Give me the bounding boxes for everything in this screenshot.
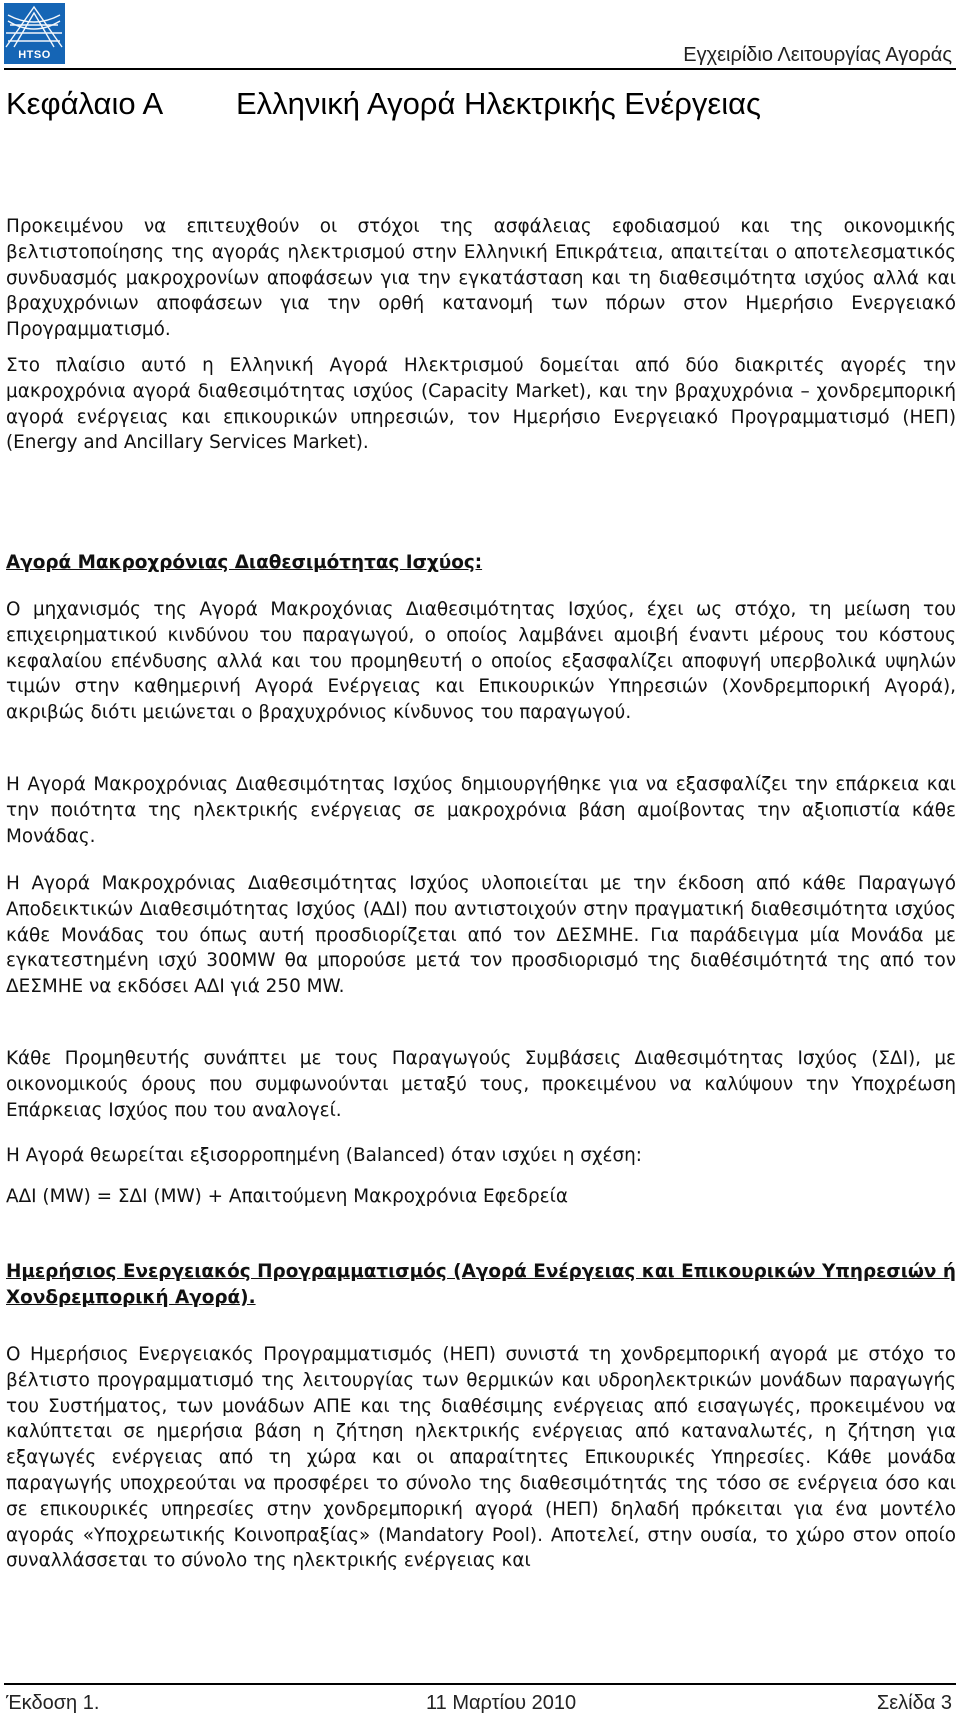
section-heading-day-ahead bbox=[6, 1259, 956, 1311]
body-paragraph: Κάθε Προμηθευτής συνάπτει με τους Παραγωγούς Συμβάσεις Διαθεσιμότητας Ισχύος (ΣΔΙ), με οικονομικούς όρους που συμφωνούνται μεταξύ τους, προκειμένου να καλύψουν την Υποχρέωση Επάρκειας Ισχύος που του αναλογεί. bbox=[6, 1048, 956, 1121]
footer-divider bbox=[4, 1683, 956, 1685]
paragraph-capacity-certificates bbox=[6, 871, 956, 1000]
document-title: Εγχειρίδιο Λειτουργίας Αγοράς bbox=[683, 44, 952, 66]
footer-date: 11 Μαρτίου 2010 bbox=[426, 1692, 577, 1714]
section-heading: Αγορά Μακροχρόνιας Διαθεσιμότητας Ισχύος: bbox=[6, 552, 483, 573]
htso-logo bbox=[4, 3, 65, 64]
body-paragraph: Στο πλαίσιο αυτό η Ελληνική Αγορά Ηλεκτρισμού δομείται από δύο διακριτές αγορές την μακροχρόνια αγορά διαθεσιμότητας ισχύος (Capacity Market), και την βραχυχρόνια – χονδρεμπορική αγορά ενέργειας και επικουρικών υπηρεσιών, τον Ημερήσιο Ενεργειακό Προγραμματισμό (ΗΕΠ) (Energy and Ancillary Services Market). bbox=[6, 355, 956, 454]
paragraph-day-ahead bbox=[6, 1342, 956, 1574]
chapter-title: Ελληνική Αγορά Ηλεκτρικής Ενέργειας bbox=[236, 86, 761, 121]
footer-page-number: Σελίδα 3 bbox=[876, 1692, 952, 1714]
chapter-heading bbox=[6, 86, 761, 122]
paragraph-structure bbox=[6, 353, 956, 456]
balance-equation bbox=[6, 1184, 956, 1210]
body-paragraph: Η Αγορά θεωρείται εξισορροπημένη (Balanced) όταν ισχύει η σχέση: bbox=[6, 1145, 642, 1166]
paragraph-capacity-mechanism bbox=[6, 597, 956, 726]
body-paragraph: Ο Ημερήσιος Ενεργειακός Προγραμματισμός (ΗΕΠ) συνιστά τη χονδρεμπορική αγορά με στόχο το βέλτιστο προγραμματισμό της λειτουργίας των θερμικών και υδροηλεκτρικών μονάδων παραγωγής του Συστήματος, των μονάδων ΑΠΕ και της διαθέσιμης ενέργειας από εισαγωγές, προκειμένου να καλύπτεται σε ημερήσια βάση η ζήτηση ηλεκτρικής ενέργειας από καταναλωτές, η ζήτηση για εξαγωγές ενέργειας από τη χώρα και οι απαραίτητες Επικουρικές Υπηρεσίες. Κάθε μονάδα παραγωγής υποχρεούται να προσφέρει το σύνολο της διαθεσιμότητάς της τόσο σε ενέργεια όσο και σε επικουρικές υπηρεσίες στην χονδρεμπορική αγορά (ΗΕΠ) δηλαδή πρόκειται για ένα μοντέλο αγοράς «Υποχρεωτικής Κοινοπραξίας» (Mandatory Pool). Αποτελεί, στην ουσία, το χώρο στον οποίο συναλλάσσεται το σύνολο της ηλεκτρικής ενέργειας και bbox=[6, 1344, 956, 1572]
paragraph-balanced bbox=[6, 1143, 956, 1169]
body-paragraph: Ο μηχανισμός της Αγορά Μακροχόνιας Διαθεσιμότητας Ισχύος, έχει ως στόχο, τη μείωση του επιχειρηματικού κινδύνου του παραγωγού, ο οποίος λαμβάνει αμοιβή έναντι μέρους του κόστους κεφαλαίου επένδυσης αλλά και του προμηθευτή ο οποίος εξασφαλίζει αποφυγή υπερβολικά υψηλών τιμών στην καθημερινή Αγορά Ενέργειας και Επικουρικών Υπηρεσιών (Χονδρεμπορική Αγορά), ακριβώς διότι μειώνεται ο βραχυχρόνιος κίνδυνος του παραγωγού. bbox=[6, 599, 956, 724]
paragraph-capacity-purpose bbox=[6, 772, 956, 849]
footer-edition: Έκδοση 1. bbox=[6, 1692, 100, 1714]
chapter-label: Κεφάλαιο Α bbox=[6, 86, 164, 121]
paragraph-intro bbox=[6, 214, 956, 343]
paragraph-supplier-contracts bbox=[6, 1046, 956, 1123]
equation-text: ΑΔΙ (MW) = ΣΔΙ (MW) + Απαιτούμενη Μακροχρόνια Εφεδρεία bbox=[6, 1186, 568, 1207]
header-divider bbox=[4, 68, 956, 70]
body-paragraph: Προκειμένου να επιτευχθούν οι στόχοι της ασφάλειας εφοδιασμού και της οικονομικής βελτιστοποίησης της αγοράς ηλεκτρισμού στην Ελληνική Επικράτεια, απαιτείται ο αποτελεσματικός συνδυασμός μακροχρονίων αποφάσεων για την εγκατάσταση και τη διαθεσιμότητα ισχύος αλλά και βραχυχρόνιων αποφάσεων για την ορθή κατανομή των πόρων στον Ημερήσιο Ενεργειακό Προγραμματισμό. bbox=[6, 216, 956, 341]
section-heading: Ημερήσιος Ενεργειακός Προγραμματισμός (Αγορά Ενέργειας και Επικουρικών Υπηρεσιών ή Χονδρεμπορική Αγορά). bbox=[6, 1261, 956, 1308]
body-paragraph: Η Αγορά Μακροχρόνιας Διαθεσιμότητας Ισχύος υλοποιείται με την έκδοση από κάθε Παραγωγό Αποδεικτικών Διαθεσιμότητας Ισχύος (ΑΔΙ) που αντιστοιχούν στην πραγματική διαθεσιμότητα ισχύος κάθε Μονάδας του όπως αυτή προσδιορίζεται από τον ΔΕΣΜΗΕ. Για παράδειγμα μία Μονάδα με εγκατεστημένη ισχύ 300MW θα μπορούσε μετά τον προσδιορισμό της διαθέσιμότητά της από τον ΔΕΣΜΗΕ να εκδόσει ΑΔΙ γιά 250 MW. bbox=[6, 873, 956, 998]
logo-text: HTSO bbox=[18, 49, 51, 61]
body-paragraph: Η Αγορά Μακροχρόνιας Διαθεσιμότητας Ισχύος δημιουργήθηκε για να εξασφαλίζει την επάρκεια και την ποιότητα της ηλεκτρικής ενέργειας σε μακροχρόνια βάση αμοίβοντας την αξιοπιστία κάθε Μονάδας. bbox=[6, 774, 956, 847]
section-heading-capacity bbox=[6, 550, 956, 576]
